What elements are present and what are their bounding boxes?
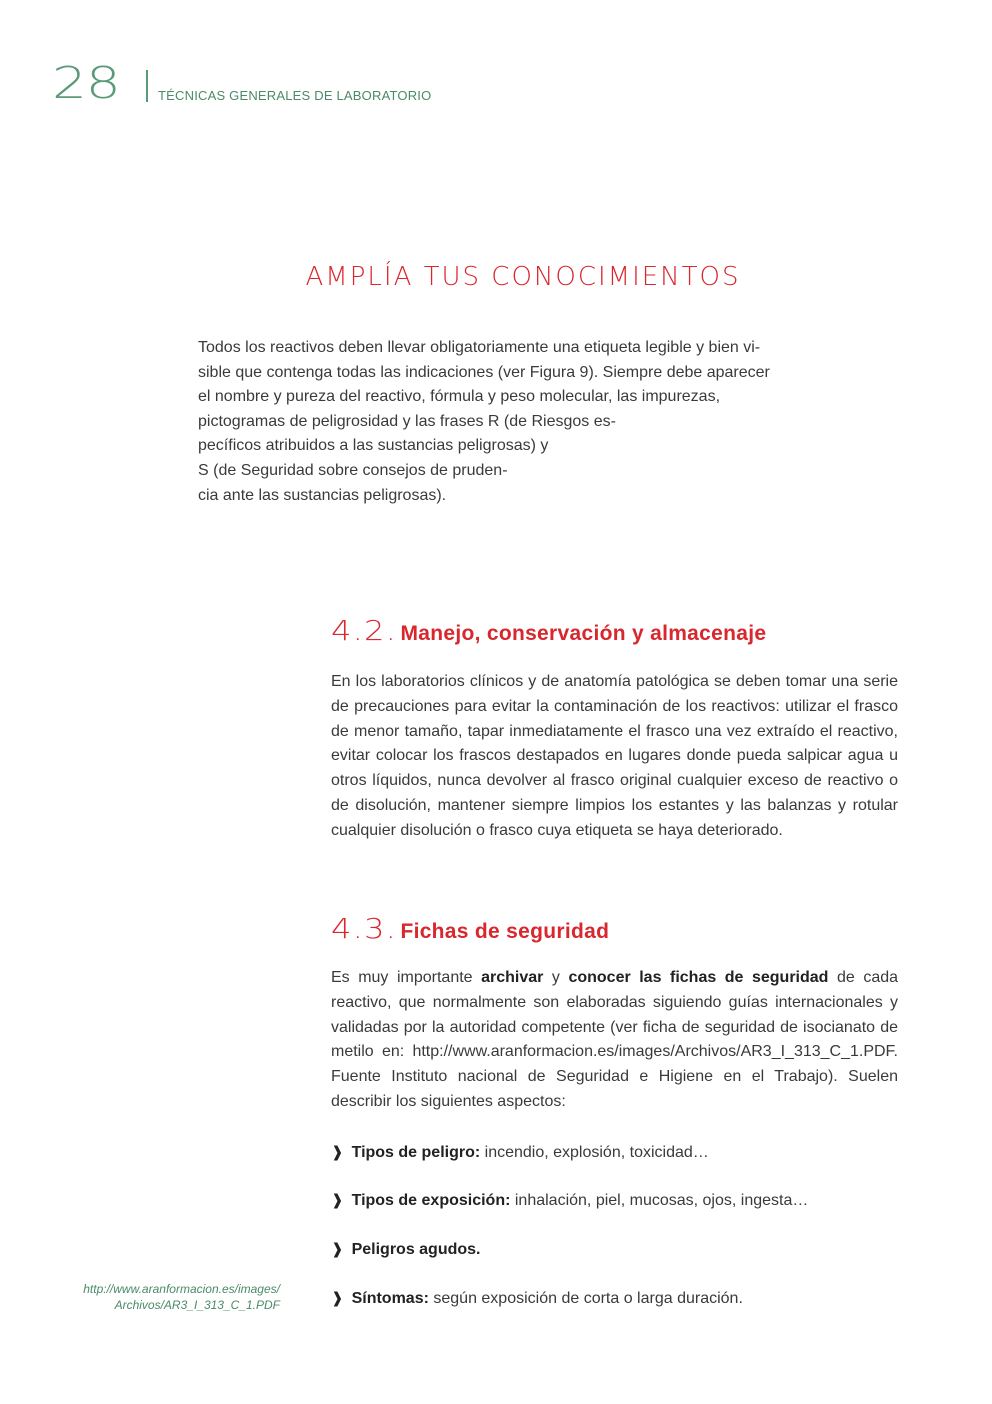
- text-run: Es muy importante: [331, 969, 482, 986]
- bullet-label: Tipos de exposición:: [351, 1192, 511, 1209]
- bullet-text: inhalación, piel, mucosas, ojos, ingesta…: [510, 1192, 809, 1209]
- margin-note-line: http://www.aranformacion.es/images/: [83, 1282, 280, 1296]
- section-heading-4-3: [331, 912, 609, 944]
- bullet-text: incendio, explosión, toxicidad…: [480, 1144, 709, 1161]
- section-4-3-paragraph: [331, 966, 898, 1115]
- margin-note-line: Archivos/AR3_I_313_C_1.PDF: [114, 1298, 280, 1312]
- box-line: S (de Seguridad sobre consejos de pruden-: [198, 461, 508, 479]
- list-item: [331, 1239, 931, 1261]
- bullet-chevron-icon: ❱: [331, 1192, 344, 1209]
- bullet-label: Tipos de peligro:: [351, 1144, 481, 1161]
- list-item: [331, 1190, 931, 1212]
- page-number: 28: [52, 58, 120, 109]
- box-line: el nombre y pureza del reactivo, fórmula y peso molecular, las impurezas,: [198, 388, 721, 406]
- paragraph-text: En los laboratorios clínicos y de anatomía patológica se deben tomar una serie de precauciones para evitar la contaminación de los reactivos: utilizar el frasco de menor tamaño, tapar inmediatamente el frasco una vez extraído el reactivo, evitar colocar los frascos destapados en lugares donde pueda salpicar agua u otros líquidos, nunca devolver al frasco original cualquier exceso de reactivo o de disolución, mantener siempre limpios los estantes y las balanzas y rotular cualquier disolución o frasco cuya etiqueta se haya deteriorado.: [331, 673, 898, 839]
- bold-run: archivar: [481, 969, 544, 986]
- section-title: Fichas de seguridad: [400, 920, 610, 943]
- header-divider: [146, 70, 148, 102]
- bullet-chevron-icon: ❱: [331, 1290, 344, 1307]
- box-title: AMPLÍA TUS CONOCIMIENTOS: [305, 262, 741, 292]
- section-heading-4-2: [331, 614, 766, 646]
- box-text: [198, 336, 850, 508]
- list-item: [331, 1142, 931, 1164]
- bullet-chevron-icon: ❱: [331, 1144, 344, 1161]
- section-number: 4.3.: [331, 912, 398, 945]
- bold-run: conocer las fichas de seguridad: [568, 969, 829, 986]
- box-line: pictogramas de peligrosidad y las frases R (de Riesgos es-: [198, 412, 616, 430]
- running-header: TÉCNICAS GENERALES DE LABORATORIO: [158, 88, 432, 103]
- section-number: 4.2.: [331, 614, 398, 647]
- section-title: Manejo, conservación y almacenaje: [400, 622, 767, 645]
- margin-note-link[interactable]: [40, 1281, 280, 1313]
- box-line: pecíficos atribuidos a las sustancias peligrosas) y: [198, 437, 549, 455]
- text-run: y: [543, 969, 569, 986]
- box-line: Todos los reactivos deben llevar obligatoriamente una etiqueta legible y bien vi-: [198, 339, 761, 356]
- paragraph-text: [331, 966, 898, 1115]
- text-run: de cada reactivo, que normalmente son elaboradas siguiendo guías internacionales y validadas por la autoridad competente (ver ficha de seguridad de isocianato de metilo en: http://www.aranformacion.es/images/Archivos/AR3_I_313_C_1.PDF. Fuente Instituto nacional de Seguridad e Higiene en el Trabajo). Suelen describir los siguientes aspectos:: [331, 969, 899, 1110]
- bullet-label: Peligros agudos.: [351, 1241, 481, 1258]
- bullet-chevron-icon: ❱: [331, 1241, 344, 1258]
- section-4-2-paragraph: [331, 670, 898, 844]
- bullet-label: Síntomas:: [351, 1290, 429, 1307]
- list-item: [331, 1288, 931, 1310]
- bullet-text: según exposición de corta o larga duración.: [428, 1290, 743, 1307]
- box-line: sible que contenga todas las indicaciones (ver Figura 9). Siempre debe aparecer: [198, 363, 770, 381]
- box-line: cia ante las sustancias peligrosas).: [198, 486, 447, 504]
